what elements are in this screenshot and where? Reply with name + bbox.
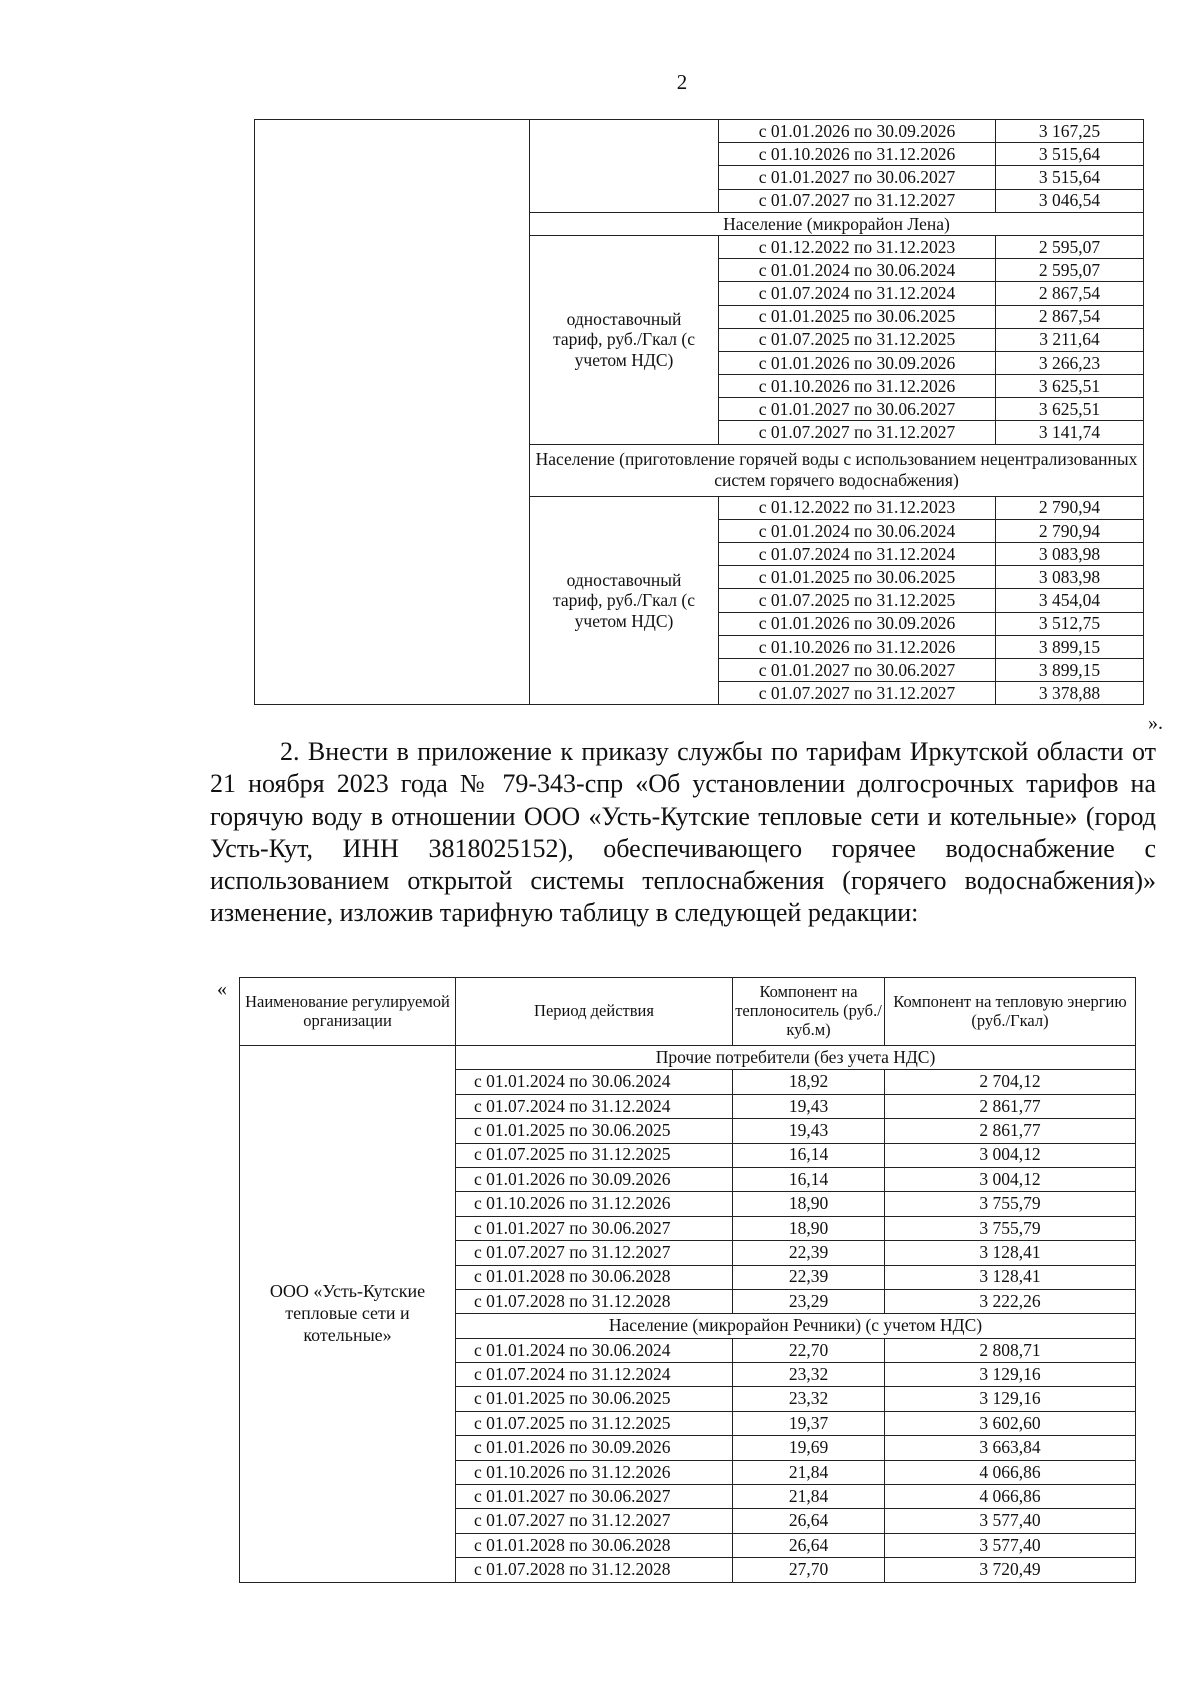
- period-cell: с 01.01.2028 по 30.06.2028: [456, 1533, 733, 1557]
- carrier-cell: 21,84: [733, 1485, 885, 1509]
- tariff-label: одноставочный тариф, руб./Гкал (с учетом НДС): [530, 496, 719, 705]
- period-cell: с 01.07.2024 по 31.12.2024: [456, 1363, 733, 1387]
- period-cell: с 01.10.2026 по 31.12.2026: [719, 143, 996, 166]
- value-cell: 3 141,74: [996, 421, 1144, 444]
- period-cell: с 01.01.2024 по 30.06.2024: [456, 1338, 733, 1362]
- period-cell: с 01.01.2025 по 30.06.2025: [456, 1119, 733, 1143]
- energy-cell: 3 128,41: [885, 1241, 1136, 1265]
- period-cell: с 01.01.2026 по 30.09.2026: [456, 1167, 733, 1191]
- value-cell: 3 515,64: [996, 166, 1144, 189]
- energy-cell: 3 577,40: [885, 1533, 1136, 1557]
- energy-cell: 3 222,26: [885, 1289, 1136, 1313]
- period-cell: с 01.01.2026 по 30.09.2026: [719, 351, 996, 374]
- period-cell: с 01.01.2026 по 30.09.2026: [456, 1436, 733, 1460]
- period-cell: с 01.10.2026 по 31.12.2026: [719, 635, 996, 658]
- period-cell: с 01.01.2028 по 30.06.2028: [456, 1265, 733, 1289]
- amendment-paragraph: [210, 736, 1156, 930]
- energy-cell: 3 004,12: [885, 1167, 1136, 1191]
- energy-cell: 2 861,77: [885, 1119, 1136, 1143]
- period-cell: с 01.07.2028 по 31.12.2028: [456, 1558, 733, 1582]
- hot-water-tariff-table: [239, 977, 1136, 1583]
- energy-cell: 2 704,12: [885, 1070, 1136, 1094]
- value-cell: 3 083,98: [996, 543, 1144, 566]
- period-cell: с 01.07.2028 по 31.12.2028: [456, 1289, 733, 1313]
- carrier-cell: 23,29: [733, 1289, 885, 1313]
- closing-quote: ».: [1148, 712, 1163, 734]
- period-cell: с 01.01.2024 по 30.06.2024: [719, 519, 996, 542]
- energy-cell: 3 755,79: [885, 1216, 1136, 1240]
- energy-cell: 3 129,16: [885, 1387, 1136, 1411]
- period-cell: с 01.07.2027 по 31.12.2027: [719, 189, 996, 212]
- period-cell: с 01.07.2027 по 31.12.2027: [456, 1241, 733, 1265]
- value-cell: 2 595,07: [996, 235, 1144, 258]
- period-cell: с 01.01.2024 по 30.06.2024: [719, 259, 996, 282]
- organization-name: ООО «Усть-Кутские тепловые сети и котельные»: [240, 1046, 456, 1583]
- period-cell: с 01.01.2025 по 30.06.2025: [456, 1387, 733, 1411]
- energy-cell: 4 066,86: [885, 1485, 1136, 1509]
- period-cell: с 01.07.2025 по 31.12.2025: [456, 1143, 733, 1167]
- empty-org-cell: [255, 120, 530, 705]
- period-cell: с 01.07.2025 по 31.12.2025: [719, 589, 996, 612]
- period-cell: с 01.07.2025 по 31.12.2025: [456, 1411, 733, 1435]
- period-cell: с 01.01.2025 по 30.06.2025: [719, 305, 996, 328]
- carrier-cell: 18,90: [733, 1192, 885, 1216]
- value-cell: 3 899,15: [996, 658, 1144, 681]
- period-cell: с 01.07.2027 по 31.12.2027: [456, 1509, 733, 1533]
- period-cell: с 01.07.2027 по 31.12.2027: [719, 421, 996, 444]
- value-cell: 3 454,04: [996, 589, 1144, 612]
- tariff-label: одноставочный тариф, руб./Гкал (с учетом НДС): [530, 235, 719, 444]
- period-cell: с 01.07.2024 по 31.12.2024: [719, 543, 996, 566]
- group-title: Население (приготовление горячей воды с использованием нецентрализованных систем горячего водоснабжения): [530, 444, 1144, 496]
- carrier-cell: 18,90: [733, 1216, 885, 1240]
- energy-cell: 3 577,40: [885, 1509, 1136, 1533]
- carrier-cell: 19,69: [733, 1436, 885, 1460]
- energy-cell: 2 808,71: [885, 1338, 1136, 1362]
- carrier-cell: 21,84: [733, 1460, 885, 1484]
- value-cell: 2 790,94: [996, 519, 1144, 542]
- period-cell: с 01.01.2027 по 30.06.2027: [719, 166, 996, 189]
- carrier-cell: 18,92: [733, 1070, 885, 1094]
- period-cell: с 01.12.2022 по 31.12.2023: [719, 496, 996, 519]
- page-number: 2: [676, 70, 688, 94]
- period-cell: с 01.01.2027 по 30.06.2027: [456, 1485, 733, 1509]
- table-row: [255, 120, 1144, 143]
- value-cell: 2 595,07: [996, 259, 1144, 282]
- group-title: Прочие потребители (без учета НДС): [456, 1046, 1136, 1070]
- carrier-cell: 22,70: [733, 1338, 885, 1362]
- period-cell: с 01.01.2027 по 30.06.2027: [719, 398, 996, 421]
- period-cell: с 01.07.2024 по 31.12.2024: [719, 282, 996, 305]
- value-cell: 3 512,75: [996, 612, 1144, 635]
- carrier-cell: 23,32: [733, 1387, 885, 1411]
- period-cell: с 01.10.2026 по 31.12.2026: [719, 375, 996, 398]
- carrier-cell: 23,32: [733, 1363, 885, 1387]
- period-cell: с 01.07.2025 по 31.12.2025: [719, 328, 996, 351]
- period-cell: с 01.12.2022 по 31.12.2023: [719, 235, 996, 258]
- carrier-cell: 22,39: [733, 1265, 885, 1289]
- period-cell: с 01.07.2024 по 31.12.2024: [456, 1094, 733, 1118]
- header-org: Наименование регулируемой организации: [240, 978, 456, 1046]
- value-cell: 3 378,88: [996, 682, 1144, 705]
- header-row: [240, 978, 1136, 1046]
- energy-cell: 3 720,49: [885, 1558, 1136, 1582]
- carrier-cell: 22,39: [733, 1241, 885, 1265]
- value-cell: 3 625,51: [996, 375, 1144, 398]
- period-cell: с 01.10.2026 по 31.12.2026: [456, 1460, 733, 1484]
- tariff-table-continued: [254, 119, 1144, 705]
- energy-cell: 4 066,86: [885, 1460, 1136, 1484]
- energy-cell: 3 755,79: [885, 1192, 1136, 1216]
- value-cell: 3 899,15: [996, 635, 1144, 658]
- energy-cell: 3 663,84: [885, 1436, 1136, 1460]
- value-cell: 3 515,64: [996, 143, 1144, 166]
- group-title-row: [240, 1046, 1136, 1070]
- group-title: Население (микрорайон Речники) (с учетом НДС): [456, 1314, 1136, 1338]
- paragraph-text: Внести в приложение к приказу службы по тарифам Иркутской области от 21 ноября 2023 года № 79-343-спр «Об установлении долгосрочных тарифов на горячую воду в отношении ООО «Усть-Кутские тепловые сети и котельные» (город Усть-Кут, ИНН 3818025152), обеспечивающего горячее водоснабжение с использованием открытой системы теплоснабжения (горячего водоснабжения)» изменение, изложив тарифную таблицу в следующей редакции:: [210, 737, 1157, 928]
- energy-cell: 3 128,41: [885, 1265, 1136, 1289]
- value-cell: 3 083,98: [996, 566, 1144, 589]
- value-cell: 2 790,94: [996, 496, 1144, 519]
- period-cell: с 01.07.2027 по 31.12.2027: [719, 682, 996, 705]
- value-cell: 3 266,23: [996, 351, 1144, 374]
- period-cell: с 01.01.2027 по 30.06.2027: [719, 658, 996, 681]
- carrier-cell: 16,14: [733, 1143, 885, 1167]
- opening-quote: «: [217, 978, 227, 1000]
- header-carrier: Компонент на теплоноситель (руб./куб.м): [733, 978, 885, 1046]
- period-cell: с 01.01.2026 по 30.09.2026: [719, 120, 996, 143]
- period-cell: с 01.01.2024 по 30.06.2024: [456, 1070, 733, 1094]
- period-cell: с 01.10.2026 по 31.12.2026: [456, 1192, 733, 1216]
- carrier-cell: 27,70: [733, 1558, 885, 1582]
- empty-tariff-cell: [530, 120, 719, 213]
- value-cell: 3 167,25: [996, 120, 1144, 143]
- value-cell: 3 625,51: [996, 398, 1144, 421]
- period-cell: с 01.01.2027 по 30.06.2027: [456, 1216, 733, 1240]
- value-cell: 2 867,54: [996, 305, 1144, 328]
- period-cell: с 01.01.2026 по 30.09.2026: [719, 612, 996, 635]
- carrier-cell: 26,64: [733, 1509, 885, 1533]
- group-title: Население (микрорайон Лена): [530, 212, 1144, 235]
- energy-cell: 2 861,77: [885, 1094, 1136, 1118]
- header-period: Период действия: [456, 978, 733, 1046]
- carrier-cell: 19,37: [733, 1411, 885, 1435]
- carrier-cell: 16,14: [733, 1167, 885, 1191]
- energy-cell: 3 004,12: [885, 1143, 1136, 1167]
- energy-cell: 3 129,16: [885, 1363, 1136, 1387]
- period-cell: с 01.01.2025 по 30.06.2025: [719, 566, 996, 589]
- value-cell: 2 867,54: [996, 282, 1144, 305]
- carrier-cell: 19,43: [733, 1119, 885, 1143]
- paragraph-number: 2.: [280, 737, 300, 766]
- carrier-cell: 19,43: [733, 1094, 885, 1118]
- energy-cell: 3 602,60: [885, 1411, 1136, 1435]
- value-cell: 3 046,54: [996, 189, 1144, 212]
- carrier-cell: 26,64: [733, 1533, 885, 1557]
- value-cell: 3 211,64: [996, 328, 1144, 351]
- header-energy: Компонент на тепловую энергию (руб./Гкал): [885, 978, 1136, 1046]
